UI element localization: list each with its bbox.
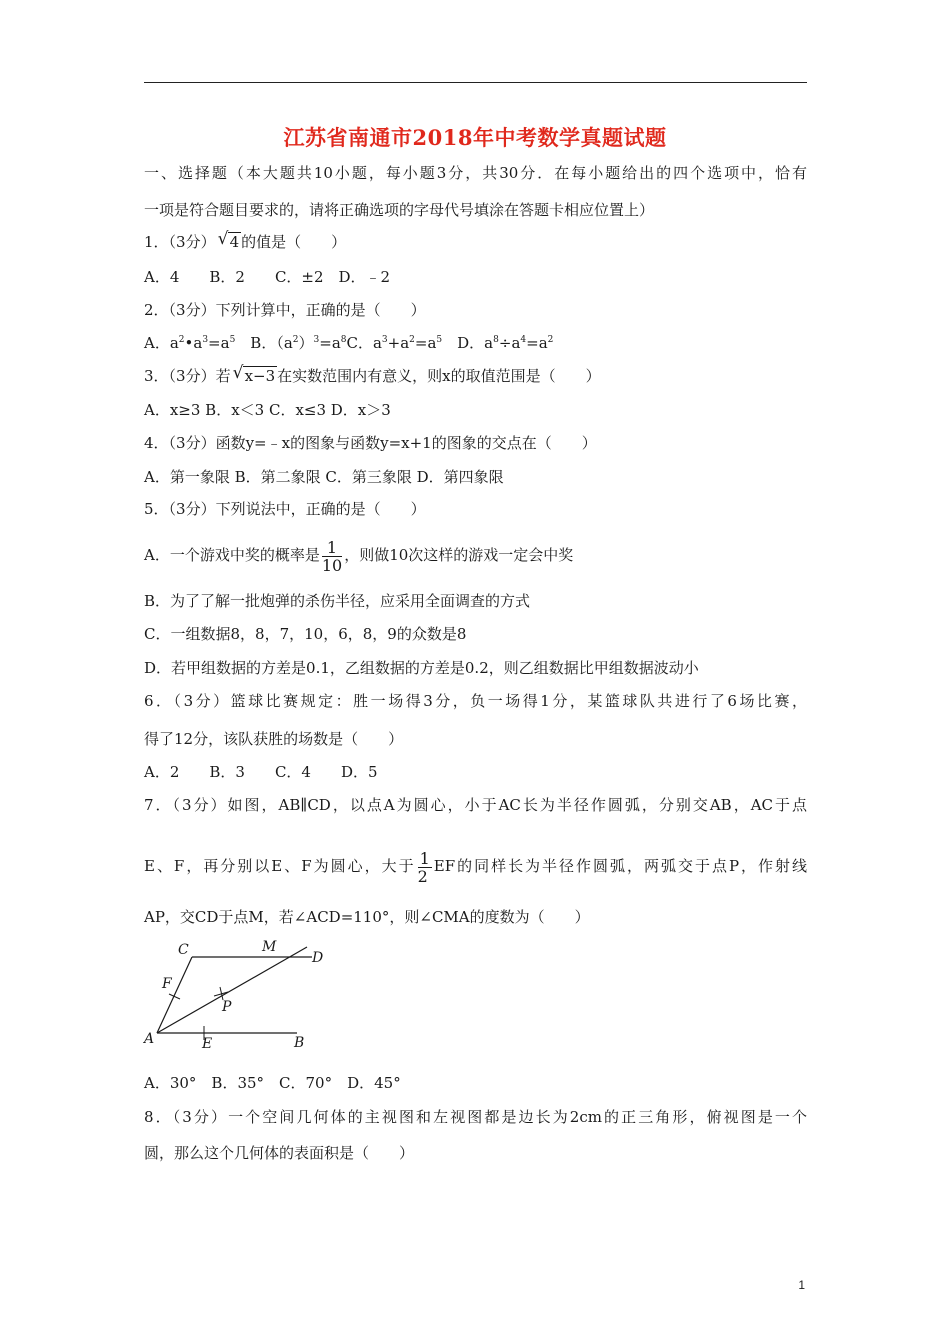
q7-half-fraction [418,850,432,885]
q1-suffix: 的值是（ ） [241,233,347,251]
q7-frac-denominator: 2 [417,866,428,886]
question-6-line2: 得了12分，该队获胜的场数是（ ） [144,730,404,748]
question-1 [144,229,347,252]
header-rule [144,82,807,83]
q1-options: A．4 B．2 C．±2 D．﹣2 [144,268,391,286]
section-instructions-line2: 一项是符合题目要求的，请将正确选项的字母代号填涂在答题卡相应位置上） [144,201,655,219]
q5-option-c: C．一组数据8，8，7，10，6，8，9的众数是8 [144,625,467,643]
question-7-line2 [144,848,807,885]
q5-option-a [144,537,573,574]
q1-prefix: 1．（3分） [144,233,216,251]
q1-radicand: 4 [229,233,240,251]
q7-geometry-figure [142,935,332,1055]
q3-suffix: 在实数范围内有意义，则x的取值范围是（ ） [277,367,601,385]
q2-options: A．$a^2•a^3=a^5$ B．$(a^2)^3=a^8C$．$a^3+a^2=a^5$ D．$a^8\div a^4=a^2$ [144,334,554,352]
label-d: D [312,950,324,966]
q3-sqrt: √ x−3 [232,363,276,385]
q6-options: A．2 B．3 C．4 D．5 [144,763,378,781]
question-7-line1: 7．（3分）如图，AB∥CD，以点A为圆心，小于AC长为半径作圆弧，分别交AB，AC于点 [144,796,807,814]
q5-option-d: D．若甲组数据的方差是0.1，乙组数据的方差是0.2，则乙组数据比甲组数据波动小 [144,659,699,677]
question-8-line1: 8．（3分）一个空间几何体的主视图和左视图都是边长为2cm的正三角形，俯视图是一个 [144,1108,807,1126]
question-6-line1: 6．（3分）篮球比赛规定：胜一场得3分，负一场得1分，某篮球队共进行了6场比赛， [144,692,807,710]
label-p: P [222,999,232,1015]
q3-prefix: 3．（3分）若 [144,367,231,385]
q3-radicand: x−3 [244,367,276,385]
q7-line2-suffix: EF的同样长为半径作圆弧，两弧交于点P，作射线 [433,857,808,875]
q5-option-b: B．为了了解一批炮弹的杀伤半径，应采用全面调查的方式 [144,592,531,610]
q5-a-suffix: ，则做10次这样的游戏一定会中奖 [344,546,574,564]
label-f: F [162,976,172,992]
question-3 [144,363,601,386]
q5-a-fraction [322,539,342,574]
label-m: M [262,939,277,955]
q7-frac-numerator: 1 [419,848,430,868]
q4-options: A．第一象限 B．第二象限 C．第三象限 D．第四象限 [144,468,504,486]
q5-a-numerator: 1 [322,539,342,557]
q3-options: A．x≥3 B．x＜3 C．x≤3 D．x＞3 [144,401,391,419]
q5-a-denominator: 10 [321,555,343,575]
q5-a-prefix: A．一个游戏中奖的概率是 [144,546,320,564]
label-a: A [144,1031,155,1047]
question-2: 2．（3分）下列计算中，正确的是（ ） [144,301,426,319]
label-e: E [202,1036,213,1052]
q7-options: A．30° B．35° C．70° D．45° [144,1074,401,1092]
question-8-line2: 圆，那么这个几何体的表面积是（ ） [144,1144,415,1162]
q7-line2-prefix: E、F，再分别以E、F为圆心，大于 [144,857,416,875]
section-instructions-line1: 一、选择题（本大题共10小题，每小题3分，共30分．在每小题给出的四个选项中，恰有 [144,164,807,182]
ray-ap [157,947,307,1033]
label-c: C [178,942,189,958]
document-title: 江苏省南通市2018年中考数学真题试题 [283,125,667,150]
page-number: 1 [798,1278,805,1292]
question-7-line3: AP，交CD于点M，若∠ACD=110°，则∠CMA的度数为（ ） [144,908,590,926]
question-5: 5．（3分）下列说法中，正确的是（ ） [144,500,426,518]
question-4: 4．（3分）函数y=﹣x的图象与函数y=x+1的图象的交点在（ ） [144,434,597,452]
label-b: B [294,1035,305,1051]
q1-sqrt: √ 4 [217,229,240,251]
line-ac [157,957,192,1033]
